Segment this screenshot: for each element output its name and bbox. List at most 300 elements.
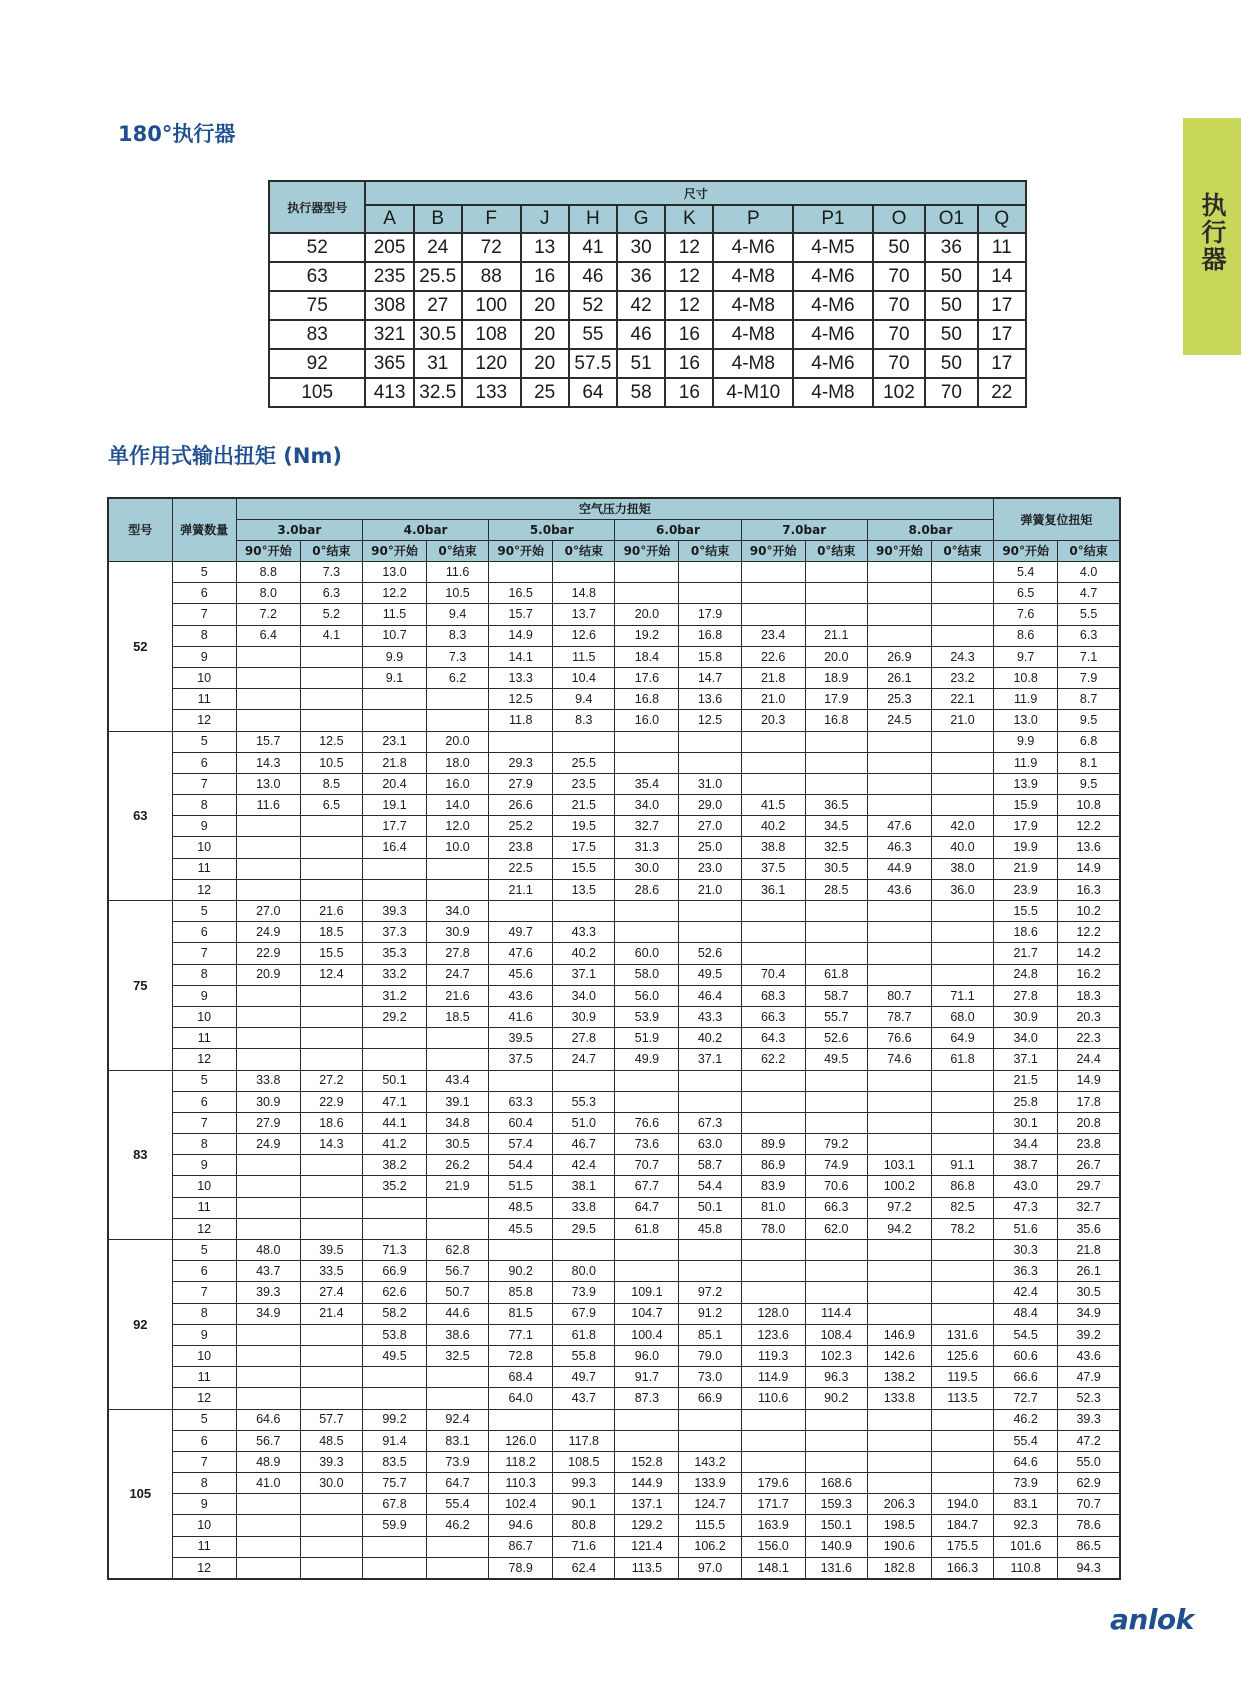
torque-value-cell: [867, 752, 931, 773]
torque-value-cell: 9.5: [1058, 773, 1120, 794]
torque-value-cell: 67.9: [553, 1303, 615, 1324]
torque-value-cell: 27.0: [236, 901, 300, 922]
torque-value-cell: 21.6: [427, 985, 489, 1006]
torque-value-cell: 6.3: [300, 583, 362, 604]
torque-value-cell: 66.3: [805, 1197, 867, 1218]
torque-value-cell: 23.2: [931, 667, 993, 688]
torque-value-cell: 113.5: [931, 1388, 993, 1409]
dim-value-cell: 16: [665, 349, 713, 378]
torque-value-cell: [741, 1430, 805, 1451]
spring-count-cell: 11: [172, 689, 236, 710]
sub-header-end: 0°结束: [1058, 541, 1120, 562]
torque-table-row: [108, 1303, 1120, 1324]
torque-value-cell: [362, 1367, 426, 1388]
torque-value-cell: 90.2: [489, 1261, 553, 1282]
dim-value-cell: 120: [462, 349, 521, 378]
torque-value-cell: [489, 1070, 553, 1091]
torque-table-row: [108, 1345, 1120, 1366]
torque-value-cell: 62.0: [805, 1218, 867, 1239]
torque-value-cell: 29.0: [679, 795, 741, 816]
dim-value-cell: 50: [925, 349, 977, 378]
spring-count-cell: 12: [172, 710, 236, 731]
torque-value-cell: 9.9: [994, 731, 1058, 752]
torque-value-cell: 47.6: [867, 816, 931, 837]
spring-count-cell: 12: [172, 879, 236, 900]
torque-value-cell: 12.2: [1058, 816, 1120, 837]
torque-value-cell: 6.8: [1058, 731, 1120, 752]
torque-value-cell: [362, 1028, 426, 1049]
spring-count-cell: 7: [172, 1451, 236, 1472]
torque-value-cell: 23.9: [994, 879, 1058, 900]
torque-value-cell: 46.7: [553, 1134, 615, 1155]
side-tab-label: 执行器: [1198, 192, 1227, 273]
torque-value-cell: 41.2: [362, 1134, 426, 1155]
torque-value-cell: 115.5: [679, 1515, 741, 1536]
torque-value-cell: 26.9: [867, 646, 931, 667]
torque-value-cell: [300, 1324, 362, 1345]
torque-value-cell: 47.6: [489, 943, 553, 964]
spring-count-cell: 10: [172, 667, 236, 688]
torque-value-cell: 64.6: [994, 1451, 1058, 1472]
torque-table-row: [108, 985, 1120, 1006]
torque-value-cell: 33.8: [553, 1197, 615, 1218]
torque-value-cell: 51.6: [994, 1218, 1058, 1239]
torque-value-cell: 49.7: [489, 922, 553, 943]
torque-value-cell: 78.7: [867, 1006, 931, 1027]
torque-value-cell: 20.0: [805, 646, 867, 667]
torque-value-cell: 20.9: [236, 964, 300, 985]
torque-value-cell: 9.7: [994, 646, 1058, 667]
torque-value-cell: 14.9: [1058, 1070, 1120, 1091]
dim-value-cell: 32.5: [414, 378, 462, 407]
torque-value-cell: 17.6: [615, 667, 679, 688]
torque-value-cell: 71.3: [362, 1240, 426, 1261]
header-air-pressure-torque: 空气压力扭矩: [236, 498, 993, 520]
torque-value-cell: 36.3: [994, 1261, 1058, 1282]
torque-value-cell: 30.9: [553, 1006, 615, 1027]
model-cell: 75: [108, 901, 172, 1071]
torque-value-cell: 81.0: [741, 1197, 805, 1218]
torque-value-cell: 64.7: [427, 1473, 489, 1494]
torque-value-cell: 30.5: [427, 1134, 489, 1155]
sub-header-start: 90°开始: [867, 541, 931, 562]
torque-value-cell: [489, 731, 553, 752]
dim-table-row: [269, 291, 1026, 320]
torque-value-cell: 33.2: [362, 964, 426, 985]
spring-count-cell: 5: [172, 1070, 236, 1091]
torque-value-cell: 137.1: [615, 1494, 679, 1515]
torque-value-cell: [300, 1557, 362, 1579]
torque-value-cell: 39.2: [1058, 1324, 1120, 1345]
torque-table-row: [108, 710, 1120, 731]
torque-value-cell: 25.5: [553, 752, 615, 773]
dim-value-cell: 42: [617, 291, 665, 320]
torque-value-cell: 9.9: [362, 646, 426, 667]
torque-value-cell: 38.6: [427, 1324, 489, 1345]
torque-table-row: [108, 1494, 1120, 1515]
torque-value-cell: 61.8: [615, 1218, 679, 1239]
spring-count-cell: 6: [172, 1091, 236, 1112]
dim-value-cell: 4-M8: [713, 291, 793, 320]
spring-count-cell: 10: [172, 1345, 236, 1366]
torque-value-cell: 32.5: [427, 1345, 489, 1366]
torque-value-cell: 6.4: [236, 625, 300, 646]
dim-model-cell: 52: [269, 233, 365, 262]
dim-value-cell: 12: [665, 233, 713, 262]
torque-value-cell: [679, 583, 741, 604]
spring-count-cell: 10: [172, 1176, 236, 1197]
torque-value-cell: [867, 1451, 931, 1472]
torque-value-cell: 47.9: [1058, 1367, 1120, 1388]
torque-value-cell: [741, 731, 805, 752]
torque-value-cell: 68.0: [931, 1006, 993, 1027]
sub-header-end: 0°结束: [805, 541, 867, 562]
dim-model-cell: 105: [269, 378, 365, 407]
torque-value-cell: 66.9: [362, 1261, 426, 1282]
torque-value-cell: 14.9: [489, 625, 553, 646]
torque-value-cell: 43.6: [867, 879, 931, 900]
spring-count-cell: 8: [172, 1303, 236, 1324]
torque-value-cell: 64.0: [489, 1388, 553, 1409]
torque-value-cell: [300, 1218, 362, 1239]
torque-value-cell: [362, 1197, 426, 1218]
torque-value-cell: 11.6: [427, 562, 489, 583]
dim-col-header: O: [873, 205, 925, 233]
model-cell: 105: [108, 1409, 172, 1579]
dim-value-cell: 57.5: [569, 349, 617, 378]
torque-value-cell: [741, 752, 805, 773]
torque-value-cell: [805, 1261, 867, 1282]
torque-value-cell: [931, 1134, 993, 1155]
dim-value-cell: 70: [925, 378, 977, 407]
dim-value-cell: 16: [665, 378, 713, 407]
torque-value-cell: 13.5: [553, 879, 615, 900]
dim-value-cell: 30.5: [414, 320, 462, 349]
torque-value-cell: 30.3: [994, 1240, 1058, 1261]
torque-value-cell: [805, 1091, 867, 1112]
torque-value-cell: 70.4: [741, 964, 805, 985]
torque-value-cell: 50.1: [679, 1197, 741, 1218]
torque-value-cell: [931, 1303, 993, 1324]
torque-value-cell: [867, 1091, 931, 1112]
torque-value-cell: 24.7: [553, 1049, 615, 1070]
torque-value-cell: 34.5: [805, 816, 867, 837]
torque-value-cell: 10.8: [994, 667, 1058, 688]
spring-count-cell: 9: [172, 1324, 236, 1345]
torque-value-cell: 41.0: [236, 1473, 300, 1494]
torque-value-cell: 30.9: [994, 1006, 1058, 1027]
torque-value-cell: [236, 858, 300, 879]
torque-value-cell: [679, 1261, 741, 1282]
torque-value-cell: 55.4: [994, 1430, 1058, 1451]
torque-value-cell: [679, 1430, 741, 1451]
dim-value-cell: 41: [569, 233, 617, 262]
spring-count-cell: 12: [172, 1218, 236, 1239]
torque-value-cell: 30.1: [994, 1112, 1058, 1133]
torque-value-cell: 14.9: [1058, 858, 1120, 879]
torque-value-cell: [805, 943, 867, 964]
torque-value-cell: 35.2: [362, 1176, 426, 1197]
dim-value-cell: 50: [925, 291, 977, 320]
torque-value-cell: [236, 1176, 300, 1197]
model-cell: 83: [108, 1070, 172, 1240]
torque-value-cell: [300, 1197, 362, 1218]
torque-value-cell: [931, 901, 993, 922]
torque-value-cell: [236, 1324, 300, 1345]
torque-value-cell: [867, 562, 931, 583]
torque-value-cell: 20.4: [362, 773, 426, 794]
section-title-180-actuator: 180°执行器: [118, 122, 236, 146]
torque-value-cell: 85.1: [679, 1324, 741, 1345]
spring-count-cell: 5: [172, 1409, 236, 1430]
torque-value-cell: 131.6: [931, 1324, 993, 1345]
torque-value-cell: 119.5: [931, 1367, 993, 1388]
dim-col-header: P1: [793, 205, 873, 233]
torque-value-cell: [615, 1240, 679, 1261]
spring-count-cell: 10: [172, 837, 236, 858]
torque-value-cell: 8.3: [427, 625, 489, 646]
torque-value-cell: 34.4: [994, 1134, 1058, 1155]
torque-value-cell: 24.9: [236, 1134, 300, 1155]
dim-value-cell: 70: [873, 291, 925, 320]
torque-value-cell: 90.2: [805, 1388, 867, 1409]
torque-value-cell: 24.3: [931, 646, 993, 667]
dim-value-cell: 4-M6: [793, 262, 873, 291]
torque-value-cell: [867, 1070, 931, 1091]
torque-value-cell: [867, 1112, 931, 1133]
torque-value-cell: 61.8: [553, 1324, 615, 1345]
torque-value-cell: [300, 1006, 362, 1027]
sub-header-start: 90°开始: [615, 541, 679, 562]
torque-value-cell: [867, 922, 931, 943]
torque-value-cell: [300, 1155, 362, 1176]
torque-value-cell: [300, 646, 362, 667]
torque-value-cell: 18.6: [994, 922, 1058, 943]
torque-value-cell: 198.5: [867, 1515, 931, 1536]
torque-value-cell: 22.9: [236, 943, 300, 964]
torque-value-cell: 133.9: [679, 1473, 741, 1494]
spring-count-cell: 5: [172, 731, 236, 752]
torque-value-cell: 12.4: [300, 964, 362, 985]
torque-value-cell: [236, 1155, 300, 1176]
torque-value-cell: [236, 816, 300, 837]
torque-value-cell: 14.1: [489, 646, 553, 667]
dim-value-cell: 205: [365, 233, 413, 262]
torque-value-cell: [236, 689, 300, 710]
torque-value-cell: 68.4: [489, 1367, 553, 1388]
torque-value-cell: 108.5: [553, 1451, 615, 1472]
side-section-tab: [1183, 118, 1241, 355]
torque-value-cell: [931, 922, 993, 943]
torque-value-cell: 12.5: [679, 710, 741, 731]
dim-value-cell: 308: [365, 291, 413, 320]
torque-value-cell: 119.3: [741, 1345, 805, 1366]
torque-value-cell: [679, 922, 741, 943]
torque-value-cell: [427, 1028, 489, 1049]
torque-value-cell: 20.3: [1058, 1006, 1120, 1027]
torque-value-cell: [236, 837, 300, 858]
torque-value-cell: [427, 1218, 489, 1239]
torque-value-cell: 131.6: [805, 1557, 867, 1579]
torque-value-cell: 38.0: [931, 858, 993, 879]
torque-value-cell: 79.2: [805, 1134, 867, 1155]
torque-value-cell: 106.2: [679, 1536, 741, 1557]
torque-table-row: [108, 1430, 1120, 1451]
torque-value-cell: 38.8: [741, 837, 805, 858]
torque-table-row: [108, 625, 1120, 646]
torque-value-cell: 24.7: [427, 964, 489, 985]
torque-value-cell: 21.4: [300, 1303, 362, 1324]
torque-value-cell: 20.8: [1058, 1112, 1120, 1133]
torque-value-cell: 86.7: [489, 1536, 553, 1557]
torque-table-row: [108, 837, 1120, 858]
dim-value-cell: 17: [978, 349, 1026, 378]
torque-value-cell: 144.9: [615, 1473, 679, 1494]
torque-value-cell: 7.3: [300, 562, 362, 583]
torque-value-cell: 53.8: [362, 1324, 426, 1345]
torque-table-row: [108, 1536, 1120, 1557]
torque-value-cell: [553, 1409, 615, 1430]
torque-value-cell: [427, 1536, 489, 1557]
spring-count-cell: 6: [172, 1430, 236, 1451]
torque-value-cell: 87.3: [615, 1388, 679, 1409]
torque-value-cell: 17.9: [994, 816, 1058, 837]
torque-value-cell: 45.5: [489, 1218, 553, 1239]
torque-value-cell: 19.9: [994, 837, 1058, 858]
dim-value-cell: 17: [978, 291, 1026, 320]
torque-value-cell: 100.4: [615, 1324, 679, 1345]
torque-value-cell: 17.9: [679, 604, 741, 625]
dim-value-cell: 50: [873, 233, 925, 262]
torque-value-cell: 5.2: [300, 604, 362, 625]
dim-value-cell: 235: [365, 262, 413, 291]
torque-value-cell: 75.7: [362, 1473, 426, 1494]
torque-table-row: [108, 667, 1120, 688]
torque-value-cell: [615, 1409, 679, 1430]
torque-value-cell: 129.2: [615, 1515, 679, 1536]
torque-value-cell: 5.5: [1058, 604, 1120, 625]
torque-value-cell: 44.1: [362, 1112, 426, 1133]
torque-value-cell: 14.7: [679, 667, 741, 688]
torque-value-cell: 9.4: [427, 604, 489, 625]
dim-model-cell: 83: [269, 320, 365, 349]
torque-value-cell: 21.8: [1058, 1240, 1120, 1261]
torque-value-cell: 27.9: [489, 773, 553, 794]
torque-value-cell: 34.9: [236, 1303, 300, 1324]
torque-table-row: [108, 1240, 1120, 1261]
header-dimensions: 尺寸: [365, 181, 1026, 205]
torque-value-cell: 138.2: [867, 1367, 931, 1388]
dim-col-header: G: [617, 205, 665, 233]
pressure-header: 8.0bar: [867, 520, 993, 541]
torque-value-cell: 30.5: [1058, 1282, 1120, 1303]
torque-value-cell: 66.6: [994, 1367, 1058, 1388]
torque-value-cell: 43.4: [427, 1070, 489, 1091]
torque-value-cell: [553, 1240, 615, 1261]
torque-value-cell: 33.8: [236, 1070, 300, 1091]
dim-col-header: F: [462, 205, 521, 233]
torque-value-cell: 62.6: [362, 1282, 426, 1303]
torque-value-cell: [867, 731, 931, 752]
dim-value-cell: 70: [873, 320, 925, 349]
sub-header-start: 90°开始: [236, 541, 300, 562]
torque-value-cell: 26.1: [1058, 1261, 1120, 1282]
torque-value-cell: [931, 1282, 993, 1303]
dim-model-cell: 92: [269, 349, 365, 378]
torque-value-cell: 22.3: [1058, 1028, 1120, 1049]
torque-value-cell: 97.2: [867, 1197, 931, 1218]
spring-count-cell: 9: [172, 816, 236, 837]
torque-value-cell: 61.8: [931, 1049, 993, 1070]
torque-value-cell: [362, 1049, 426, 1070]
torque-value-cell: [362, 1218, 426, 1239]
torque-table-row: [108, 1049, 1120, 1070]
torque-value-cell: 118.2: [489, 1451, 553, 1472]
dim-model-cell: 75: [269, 291, 365, 320]
torque-value-cell: 50.1: [362, 1070, 426, 1091]
torque-value-cell: 55.3: [553, 1091, 615, 1112]
torque-value-cell: 21.0: [679, 879, 741, 900]
torque-value-cell: 46.2: [427, 1515, 489, 1536]
torque-value-cell: 83.1: [427, 1430, 489, 1451]
torque-value-cell: [427, 1367, 489, 1388]
torque-value-cell: 16.3: [1058, 879, 1120, 900]
torque-value-cell: 52.3: [1058, 1388, 1120, 1409]
torque-value-cell: [236, 1028, 300, 1049]
torque-value-cell: 9.4: [553, 689, 615, 710]
torque-value-cell: 16.0: [615, 710, 679, 731]
torque-value-cell: 99.3: [553, 1473, 615, 1494]
header-spring-count: 弹簧数量: [172, 498, 236, 562]
torque-value-cell: 43.0: [994, 1176, 1058, 1197]
spring-count-cell: 5: [172, 901, 236, 922]
torque-table-row: [108, 1261, 1120, 1282]
torque-value-cell: 21.0: [741, 689, 805, 710]
torque-value-cell: 109.1: [615, 1282, 679, 1303]
torque-value-cell: 67.7: [615, 1176, 679, 1197]
torque-value-cell: [931, 583, 993, 604]
torque-table-row: [108, 1515, 1120, 1536]
torque-value-cell: 55.8: [553, 1345, 615, 1366]
torque-table-row: [108, 1134, 1120, 1155]
torque-value-cell: 21.9: [427, 1176, 489, 1197]
torque-value-cell: [867, 625, 931, 646]
torque-table-row: [108, 1155, 1120, 1176]
torque-value-cell: [300, 1049, 362, 1070]
torque-value-cell: [679, 731, 741, 752]
torque-value-cell: 150.1: [805, 1515, 867, 1536]
torque-value-cell: 15.7: [236, 731, 300, 752]
torque-value-cell: 9.5: [1058, 710, 1120, 731]
torque-value-cell: 104.7: [615, 1303, 679, 1324]
torque-value-cell: [741, 583, 805, 604]
torque-value-cell: 15.7: [489, 604, 553, 625]
torque-table-row: [108, 943, 1120, 964]
torque-value-cell: 64.3: [741, 1028, 805, 1049]
torque-value-cell: 146.9: [867, 1324, 931, 1345]
torque-value-cell: 23.8: [489, 837, 553, 858]
torque-table-row: [108, 1091, 1120, 1112]
torque-value-cell: 15.9: [994, 795, 1058, 816]
torque-value-cell: 110.3: [489, 1473, 553, 1494]
torque-value-cell: [931, 795, 993, 816]
torque-value-cell: 86.9: [741, 1155, 805, 1176]
torque-value-cell: 25.2: [489, 816, 553, 837]
torque-value-cell: 26.1: [867, 667, 931, 688]
torque-value-cell: 46.3: [867, 837, 931, 858]
torque-value-cell: 175.5: [931, 1536, 993, 1557]
torque-value-cell: 6.2: [427, 667, 489, 688]
